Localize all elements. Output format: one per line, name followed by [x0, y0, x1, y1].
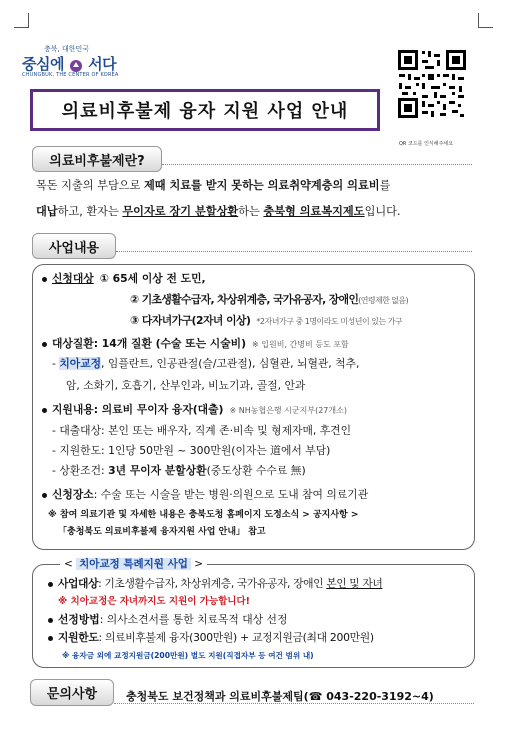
bullet-icon	[48, 636, 53, 641]
support-item-3a: - 상환조건:	[52, 464, 109, 477]
special-tab-left: <	[64, 558, 73, 570]
disease-orthodontics: 치아교정	[59, 357, 102, 370]
logo-main-right: 서다	[88, 55, 117, 73]
intro-text-2d: 하는	[238, 205, 264, 218]
logo-top-text: 충북, 대한민국	[44, 45, 90, 53]
qr-caption: QR 코드를 인식해주세요	[399, 141, 454, 147]
bullet-icon	[42, 493, 47, 498]
business-heading-text: 사업내용	[48, 240, 100, 256]
special-target-underline: 본인 및 자녀	[326, 577, 383, 590]
logo-emblem-icon	[69, 58, 83, 72]
intro-text-1c: 를	[379, 179, 391, 192]
page-title: 의료비후불제 융자 지원 사업 안내	[61, 101, 349, 122]
special-tab-right: >	[194, 558, 204, 570]
intro-heading-line	[162, 164, 472, 165]
contact-heading-text: 문의사항	[46, 687, 98, 702]
support-item-3	[52, 463, 306, 478]
reference-line-1: ※ 참여 의료기관 및 자세한 내용은 충북도청 홈페이지 도정소식 > 공지사항 >	[48, 510, 359, 520]
target-label: 신청대상	[52, 272, 94, 285]
disease-line	[42, 336, 349, 352]
contact-heading	[30, 679, 114, 706]
special-target-label: 사업대상	[58, 577, 99, 590]
logo	[22, 44, 162, 84]
special-method-label: 선정방법	[58, 613, 100, 626]
logo-main-left: 중심에	[22, 55, 64, 73]
intro-text-2c: 무이자로 장기 분할상환	[122, 205, 239, 218]
qr-code[interactable]	[396, 48, 468, 120]
special-target-line	[48, 576, 382, 591]
corner-mark-top-right	[478, 13, 493, 28]
target-item-2-note: (연령제한 없음)	[358, 296, 409, 305]
intro-paragraph	[36, 173, 476, 225]
intro-heading	[32, 146, 162, 172]
intro-text-2b: 하고, 환자는	[57, 205, 123, 218]
target-line-2	[130, 292, 408, 308]
support-item-3b: 3년 무이자 분할상환	[108, 464, 207, 477]
disease-list-1-text: , 임플란트, 인공관절(슬/고관절), 심혈관, 뇌혈관, 척추,	[101, 357, 360, 370]
reference-line-2: 「충청북도 의료비후불제 융자지원 사업 안내」 참고	[58, 527, 266, 537]
target-line-3	[130, 313, 402, 329]
contact-text: 충청북도 보건정책과 의료비후불제팀(☎ 043-220-3192~4)	[126, 690, 434, 703]
bullet-icon	[42, 342, 47, 347]
bullet-icon	[42, 277, 47, 282]
bullet-icon	[48, 582, 53, 587]
qr-code-icon	[396, 48, 468, 120]
special-method-main: : 의사소견서를 통한 치료목적 대상 선정	[99, 613, 288, 626]
page-title-box	[30, 89, 380, 131]
disease-list-2	[66, 378, 305, 393]
special-limit-line	[48, 630, 374, 645]
intro-text-1b: 제때 치료를 받지 못하는 의료취약계층의 의료비	[143, 179, 380, 192]
support-label: 지원내용	[52, 403, 94, 416]
target-item-1: ① 65세 이상 전 도민,	[99, 272, 206, 285]
target-item-2: ② 기초생활수급자, 차상위계층, 국가유공자, 장애인	[130, 293, 359, 306]
disease-main: : 14개 질환 (수술 또는 시술비)	[93, 337, 247, 350]
place-main: : 수술 또는 시술을 받는 병원·의원으로 도내 참여 의료기관	[93, 488, 369, 501]
intro-text-2f: 입니다.	[364, 205, 401, 218]
disease-list-2-text: 암, 소화기, 호흡기, 산부인과, 비뇨기과, 골절, 안과	[66, 379, 306, 392]
support-item-1: - 대출대상: 본인 또는 배우자, 직계 존·비속 및 형제자매, 후견인	[52, 424, 352, 437]
corner-mark-top-left	[14, 13, 29, 28]
target-item-3-note: *2자녀가구 중 1명이라도 미성년이 있는 가구	[256, 317, 403, 326]
special-limit-main: : 의료비후불제 융자(300만원) + 교정지원금(최대 200만원)	[98, 631, 374, 644]
business-heading-line	[116, 251, 472, 252]
business-heading	[32, 233, 116, 259]
place-label: 신청장소	[52, 488, 94, 501]
support-main: : 의료비 무이자 융자(대출)	[93, 403, 224, 416]
bullet-icon	[48, 618, 53, 623]
special-tab-label: 치아교정 특례지원 사업	[76, 558, 191, 570]
intro-heading-text: 의료비후불제란?	[49, 153, 145, 169]
bullet-icon	[42, 408, 47, 413]
support-item-2: - 지원한도: 1인당 50만원 ~ 300만원(이자는 道에서 부담)	[52, 444, 331, 457]
place-line	[42, 487, 368, 502]
special-target-main: : 기초생활수급자, 차상위계층, 국가유공자, 장애인	[98, 577, 327, 590]
intro-text-1: 목돈 지출의 부담으로	[36, 179, 144, 192]
logo-sub-text: CHUNGBUK, THE CENTER OF KOREA	[22, 72, 119, 78]
disease-list-1: - 치아교정, 임플란트, 인공관절(슬/고관절), 심혈관, 뇌혈관, 척추,	[52, 357, 360, 370]
special-limit-label: 지원한도	[58, 631, 99, 644]
target-line-1	[42, 271, 206, 286]
intro-text-2e: 충북형 의료복지제도	[263, 205, 365, 218]
support-line	[42, 402, 347, 418]
support-item-3c: (중도상환 수수료 無)	[206, 464, 306, 477]
disease-note: ※ 입원비, 간병비 등도 포함	[252, 340, 349, 349]
special-method-line	[48, 612, 287, 627]
target-item-3: ③ 다자녀가구(2자녀 이상)	[130, 314, 251, 327]
disease-label: 대상질환	[52, 337, 94, 350]
special-target-note: ※ 치아교정은 자녀까지도 지원이 가능합니다!	[58, 596, 250, 607]
support-note: ※ NH농협은행 시군지부(27개소)	[229, 406, 347, 415]
special-limit-note: ※ 융자금 외에 교정지원금(200만원) 별도 지원(직접자부 등 여건 범위 내)	[62, 651, 314, 660]
special-tab	[60, 556, 207, 571]
intro-text-2a: 대납	[36, 205, 58, 218]
